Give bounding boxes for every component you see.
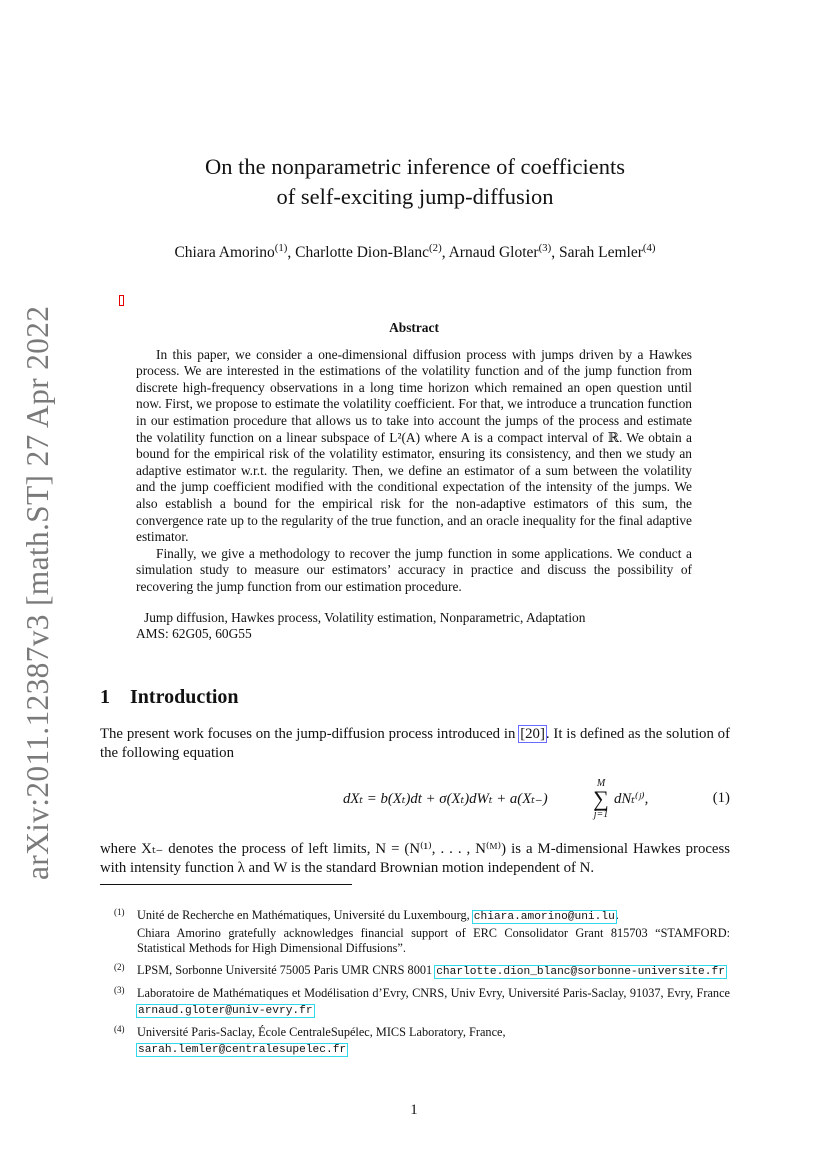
footnote	[100, 1025, 730, 1058]
footnote-text: LPSM, Sorbonne Université 75005 Paris UMR CNRS 8001	[137, 962, 436, 977]
section-heading	[100, 686, 239, 709]
sum-lower-limit: j=1	[593, 809, 609, 820]
citation-link[interactable]: [20]	[520, 726, 545, 742]
footnote-mark: (1)	[114, 907, 125, 917]
title-line-2: of self-exciting jump-diffusion	[276, 184, 554, 209]
title-line-1: On the nonparametric inference of coefficients	[204, 154, 625, 179]
footnote-text: Laboratoire de Mathématiques et Modélisation d’Evry, CNRS, Univ Evry, Université Paris-Saclay, 91037, Evry, France	[137, 986, 730, 1000]
arxiv-identifier: arXiv:2011.12387v3 [math.ST] 27 Apr 2022	[20, 305, 55, 880]
equation-number: (1)	[712, 790, 730, 806]
author-name: Chiara Amorino	[174, 244, 275, 262]
author-name: Sarah Lemler	[558, 244, 643, 262]
intro-text: . It is defined as the solution of the following equation	[100, 726, 730, 761]
footnote-mark: (2)	[114, 961, 125, 972]
footnote-rule	[100, 884, 352, 885]
footnote-text: .	[615, 908, 619, 922]
affiliation-mark: (3)	[538, 242, 552, 254]
ams-classification: AMS: 62G05, 60G55	[136, 626, 252, 642]
email-link[interactable]: chiara.amorino@uni.lu	[473, 911, 615, 923]
footnote	[100, 963, 730, 981]
affiliation-mark: (4)	[642, 242, 656, 254]
footnotes	[100, 908, 730, 1064]
equation-tail: dNₜ⁽ʲ⁾,	[614, 791, 649, 807]
author-name: Charlotte Dion-Blanc	[295, 244, 430, 262]
affiliation-mark: (1)	[274, 242, 288, 254]
sum-symbol: ∑	[593, 786, 609, 811]
link-annotation-box[interactable]	[119, 295, 124, 306]
footnote-text: Unité de Recherche en Mathématiques, Université du Luxembourg,	[137, 908, 473, 922]
abstract-section	[136, 320, 692, 643]
affiliation-mark: (2)	[429, 242, 442, 254]
sum-upper-limit: M	[596, 778, 606, 789]
footnote-mark: (4)	[114, 1024, 125, 1034]
author-name: Arnaud Gloter	[448, 244, 539, 262]
summation	[590, 778, 612, 820]
keywords: Jump diffusion, Hawkes process, Volatility estimation, Nonparametric, Adaptation	[144, 609, 586, 625]
email-link[interactable]: charlotte.dion_blanc@sorbonne-universite.fr	[436, 965, 725, 978]
page-number: 1	[410, 1102, 418, 1118]
footnote-acknowledgement: Chiara Amorino gratefully acknowledges financial support of ERC Consolidator Grant 815703 “STAMFORD: Statistical Methods for High Dimensional Diffusions”.	[137, 925, 730, 955]
paper-title	[100, 152, 730, 212]
email-link[interactable]: sarah.lemler@centralesupelec.fr	[138, 1043, 347, 1056]
intro-text: where Xₜ₋ denotes the process of left limits, N = (N⁽¹⁾, . . . , N⁽ᴹ⁾) is a M-dimensional Hawkes process with intensity function λ and W is the standard Brownian motion independent of N.	[100, 841, 730, 876]
equation-1	[100, 776, 730, 828]
author-separator: ,	[441, 244, 449, 262]
footnote-mark: (3)	[114, 985, 125, 995]
author-separator: ,	[551, 244, 559, 262]
intro-paragraph-2	[100, 840, 730, 878]
author-separator: ,	[287, 244, 296, 262]
intro-paragraph-1	[100, 725, 730, 763]
email-link[interactable]: arnaud.gloter@univ-evry.fr	[138, 1004, 313, 1017]
intro-text: The present work focuses on the jump-diffusion process introduced in	[100, 726, 520, 742]
abstract-heading: Abstract	[389, 320, 439, 335]
section-number: 1	[100, 686, 110, 708]
abstract-paragraph-2: Finally, we give a methodology to recover the jump function in some applications. We conduct a simulation study to measure our estimators’ accuracy in practice and discuss the possibility of recovering the jump function from our estimation procedure.	[136, 545, 692, 594]
footnote	[100, 986, 730, 1019]
footnote-text: Université Paris-Saclay, École CentraleSupélec, MICS Laboratory, France,	[137, 1025, 506, 1039]
footnote	[100, 908, 730, 957]
author-list	[100, 238, 730, 263]
equation-main: dXₜ = b(Xₜ)dt + σ(Xₜ)dWₜ + a(Xₜ₋)	[343, 791, 548, 807]
title-block	[100, 152, 730, 263]
section-title: Introduction	[130, 686, 239, 708]
abstract-paragraph-1: In this paper, we consider a one-dimensional diffusion process with jumps driven by a Hawkes process. We are interested in the estimations of the volatility function and of the jump function from discrete high-frequency observations in a long time horizon which remained an open question until now. First, we propose to estimate the volatility coefficient. For that, we introduce a truncation function in our estimation procedure that allows us to take into account the jumps of the process and estimate the volatility function on a linear subspace of L²(A) where A is a compact interval of ℝ. We obtain a bound for the empirical risk of the volatility estimator, ensuring its consistency, and then we study an adaptive estimator w.r.t. the regularity. Then, we define an estimator of a sum between the volatility and the jump coefficient modified with the conditional expectation of the intensity of the jumps. We also establish a bound for the empirical risk for the non-adaptive estimators of this sum, the convergence rate up to the regularity of the true function, and an oracle inequality for the final adaptive estimator.	[136, 346, 692, 545]
